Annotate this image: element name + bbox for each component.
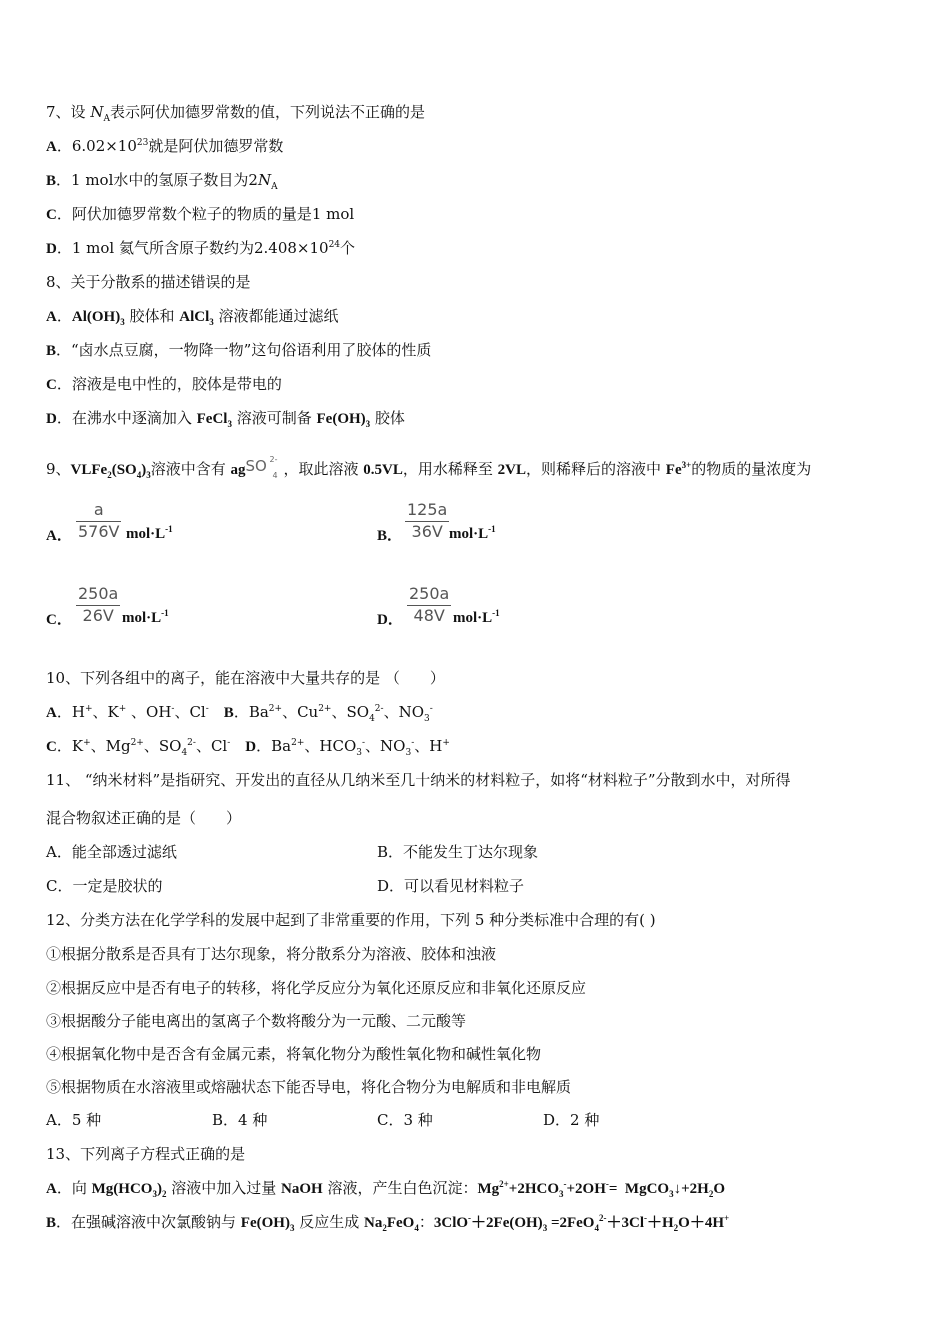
q11-option-a: A．能全部透过滤纸 bbox=[46, 843, 177, 861]
q12-item-2: ②根据反应中是否有电子的转移，将化学反应分为氧化还原反应和非氧化还原反应 bbox=[46, 979, 587, 997]
q9-option-c-label: C． bbox=[46, 612, 72, 628]
q10-options-cd: C．K+、$Mg^{2+}$、$SO_4^{2-}$、Cl- D．$Ba^{2+}$、$HCO_3^-$、$NO_3^-$、H+ bbox=[46, 737, 450, 758]
q11-stem-line1: 11、 “纳米材料”是指研究、开发出的直径从几纳米至几十纳米的材料粒子，如将“材料粒子”分散到水中，对所得 bbox=[46, 771, 791, 789]
q7-option-c: C．阿伏加德罗常数个粒子的物质的量是1 mol bbox=[46, 205, 355, 223]
q13-option-b: B．在强碱溶液中次氯酸钠与 $Fe(OH)_3$ 反应生成 $Na_2FeO_4$：$3ClO^-+2Fe(OH)_3 =2FeO_4^{2-}+3Cl^-+H_2O+4H^+$ bbox=[46, 1213, 730, 1233]
q9-stem: 9、$VLFe_2(SO_4)_3$溶液中含有 ag SO 2- 4 ，取此溶液 0.5VL，用水稀释至 2VL，则稀释后的溶液中 $Fe^{3+}$的物质的量浓度为 bbox=[46, 455, 812, 480]
q9-option-d-fraction: 250a 48V bbox=[409, 584, 450, 625]
q9-option-a-label: A． bbox=[46, 528, 72, 544]
q9-option-b-fraction: 125a 36V bbox=[407, 500, 448, 541]
q11-stem-line2: 混合物叙述正确的是（ ） bbox=[46, 809, 242, 827]
q11-option-c: C．一定是胶状的 bbox=[46, 877, 163, 895]
q9-option-b-unit: $mol\cdot L^{-1}$ bbox=[449, 524, 496, 542]
q11-option-b: B．不能发生丁达尔现象 bbox=[377, 843, 539, 861]
q9-option-b-label: B． bbox=[377, 528, 403, 544]
q10-options-ab: A．H+、K+ 、OH-、Cl- B．$Ba^{2+}$、$Cu^{2+}$、$SO_4^{2-}$、$NO_3^-$ bbox=[46, 703, 433, 724]
q12-option-c: C．3 种 bbox=[377, 1111, 433, 1129]
q8-option-a: A．$Al(OH)_3$ 胶体和 AlCl$_3$ 溶液都能通过滤纸 bbox=[46, 307, 339, 327]
q9-option-a-fraction: a 576V bbox=[78, 500, 120, 541]
q9-option-a-unit: $mol\cdot L^{-1}$ bbox=[126, 524, 173, 542]
q12-item-1: ①根据分散系是否具有丁达尔现象，将分散系分为溶液、胶体和浊液 bbox=[46, 945, 497, 963]
q11-option-d: D．可以看见材料粒子 bbox=[377, 877, 525, 895]
q12-stem: 12、分类方法在化学学科的发展中起到了非常重要的作用，下列 5 种分类标准中合理的有( ) bbox=[46, 911, 656, 929]
sulfate-ion-formula: SO 2- 4 bbox=[245, 455, 278, 480]
q7-option-a: A．$6.02\times 10^{23}$就是阿伏加德罗常数 bbox=[46, 137, 284, 155]
q12-option-d: D．2 种 bbox=[543, 1111, 600, 1129]
q12-item-5: ⑤根据物质在水溶液里或熔融状态下能否导电，将化合物分为电解质和非电解质 bbox=[46, 1078, 572, 1096]
q8-option-b: B．“卤水点豆腐，一物降一物”这句俗语利用了胶体的性质 bbox=[46, 341, 432, 359]
q9-option-d-label: D． bbox=[377, 612, 403, 628]
q8-stem: 8、关于分散系的描述错误的是 bbox=[46, 273, 251, 291]
q10-stem: 10、下列各组中的离子，能在溶液中大量共存的是 （ ） bbox=[46, 669, 445, 687]
q8-option-c: C．溶液是电中性的，胶体是带电的 bbox=[46, 375, 282, 393]
q13-option-a: A．向 $Mg(HCO_3)_2$ 溶液中加入过量 NaOH 溶液，产生白色沉淀：$Mg^{2+}+2HCO_3^-+2OH^-=$ $MgCO_3↓+2H_2O$ bbox=[46, 1179, 725, 1199]
q12-item-4: ④根据氧化物中是否含有金属元素，将氧化物分为酸性氧化物和碱性氧化物 bbox=[46, 1045, 542, 1063]
q8-option-d: D．在沸水中逐滴加入 FeCl$_3$ 溶液可制备 $Fe(OH)_3$ 胶体 bbox=[46, 409, 405, 429]
q7-option-b: B．1 mol水中的氢原子数目为$2N_A$ bbox=[46, 171, 278, 192]
q7-stem: 7、设 $N_A$表示阿伏加德罗常数的值，下列说法不正确的是 bbox=[46, 103, 425, 124]
q9-option-d-unit: $mol\cdot L^{-1}$ bbox=[453, 608, 500, 626]
q9-option-c-fraction: 250a 26V bbox=[78, 584, 119, 625]
q12-option-a: A．5 种 bbox=[46, 1111, 102, 1129]
q9-option-c-unit: $mol\cdot L^{-1}$ bbox=[122, 608, 169, 626]
q12-option-b: B．4 种 bbox=[212, 1111, 268, 1129]
q12-item-3: ③根据酸分子能电离出的氢离子个数将酸分为一元酸、二元酸等 bbox=[46, 1012, 467, 1030]
q13-stem: 13、下列离子方程式正确的是 bbox=[46, 1145, 246, 1163]
q7-option-d: D．1 mol 氦气所含原子数约为$2.408\times 10^{24}$个 bbox=[46, 239, 356, 257]
